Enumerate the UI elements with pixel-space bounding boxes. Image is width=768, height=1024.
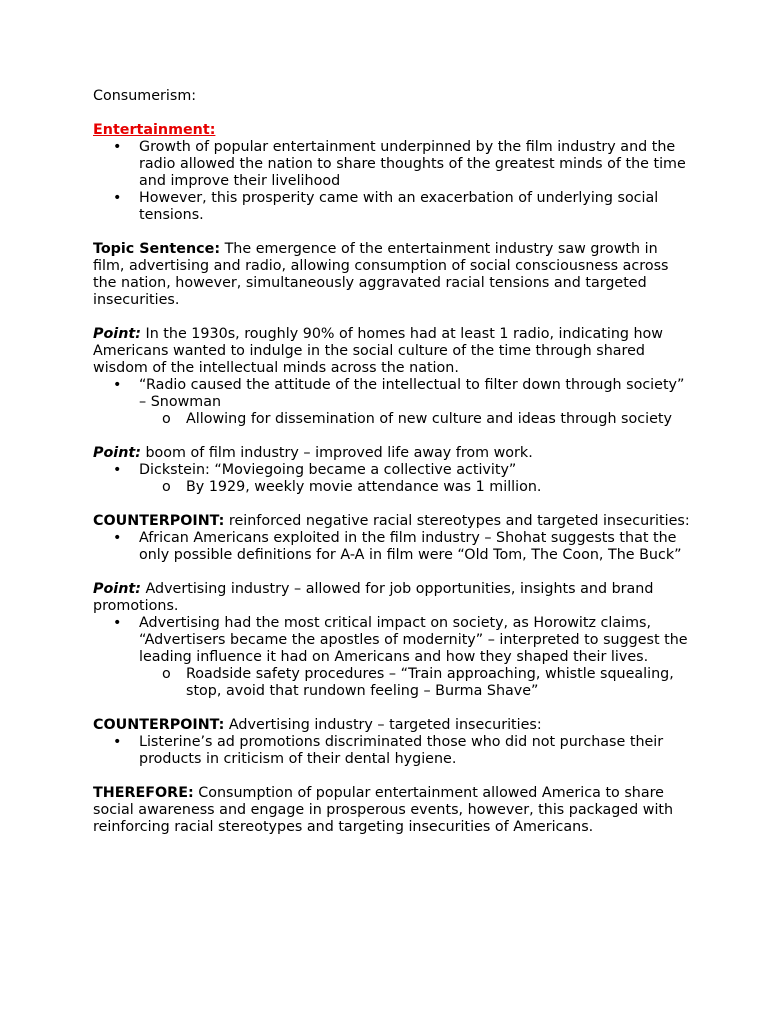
counterpoint-label: COUNTERPOINT: — [93, 513, 225, 529]
point-advertising-bullets — [93, 615, 693, 700]
point-label: Point: — [93, 581, 141, 597]
sub-bullet-item: o Allowing for dissemination of new culture and ideas through society — [93, 411, 693, 428]
bullet-item: • Advertising had the most critical impact on society, as Horowitz claims, “Advertisers became the apostles of modernity” – interpreted to suggest the leading influence it had on Americans and how they shaped their lives. — [93, 615, 693, 666]
point-label: Point: — [93, 326, 141, 342]
entertainment-heading — [93, 122, 693, 139]
sub-bullet-item: o Roadside safety procedures – “Train approaching, whistle squealing, stop, avoid that rundown feeling – Burma Shave” — [93, 666, 693, 700]
counterpoint-film — [93, 513, 693, 530]
spacer — [93, 496, 693, 513]
point-text: In the 1930s, roughly 90% of homes had at least 1 radio, indicating how Americans wanted to indulge in the social culture of the time through shared wisdom of the intellectual minds across the nation. — [93, 326, 663, 376]
bullet-item: • However, this prosperity came with an exacerbation of underlying social tensions. — [93, 190, 693, 224]
point-film — [93, 445, 693, 462]
counterpoint-label: COUNTERPOINT: — [93, 717, 225, 733]
point-text: boom of film industry – improved life away from work. — [140, 445, 533, 461]
spacer — [93, 309, 693, 326]
sub-bullet-item: o By 1929, weekly movie attendance was 1 million. — [93, 479, 693, 496]
counterpoint-advertising — [93, 717, 693, 734]
bullet-item: • African Americans exploited in the film industry – Shohat suggests that the only possible definitions for A-A in film were “Old Tom, The Coon, The Buck” — [93, 530, 693, 564]
topic-sentence — [93, 241, 693, 309]
point-radio-bullets — [93, 377, 693, 428]
topic-text: The emergence of the entertainment industry saw growth in film, advertising and radio, allowing consumption of social consciousness across the nation, however, simultaneously aggravated racial tensions and targeted insecurities. — [93, 241, 669, 308]
point-radio — [93, 326, 693, 377]
document-body — [93, 88, 693, 836]
topic-label: Topic Sentence: — [93, 241, 221, 257]
bullet-item: • Dickstein: “Moviegoing became a collective activity” — [93, 462, 693, 479]
spacer — [93, 224, 693, 241]
counterpoint-text: reinforced negative racial stereotypes and targeted insecurities: — [224, 513, 690, 529]
spacer — [93, 105, 693, 122]
document-title: Consumerism: — [93, 88, 197, 104]
therefore-label: THEREFORE: — [93, 785, 194, 801]
point-text: Advertising industry – allowed for job opportunities, insights and brand promotions. — [93, 581, 654, 614]
entertainment-bullets — [93, 139, 693, 224]
counterpoint-film-bullets — [93, 530, 693, 564]
spacer — [93, 768, 693, 785]
spacer — [93, 700, 693, 717]
bullet-item: • “Radio caused the attitude of the intellectual to filter down through society” – Snowman — [93, 377, 693, 411]
counterpoint-text: Advertising industry – targeted insecurities: — [224, 717, 542, 733]
counterpoint-advertising-bullets — [93, 734, 693, 768]
bullet-item: • Listerine’s ad promotions discriminated those who did not purchase their products in criticism of their dental hygiene. — [93, 734, 693, 768]
point-film-bullets — [93, 462, 693, 496]
spacer — [93, 428, 693, 445]
entertainment-heading-text: Entertainment: — [93, 122, 216, 138]
therefore-text: Consumption of popular entertainment allowed America to share social awareness and engage in prosperous events, however, this packaged with reinforcing racial stereotypes and targeting insecurities of Americans. — [93, 785, 674, 835]
point-advertising — [93, 581, 693, 615]
point-label: Point: — [93, 445, 141, 461]
bullet-item: • Growth of popular entertainment underpinned by the film industry and the radio allowed the nation to share thoughts of the greatest minds of the time and improve their livelihood — [93, 139, 693, 190]
spacer — [93, 564, 693, 581]
therefore-conclusion — [93, 785, 693, 836]
